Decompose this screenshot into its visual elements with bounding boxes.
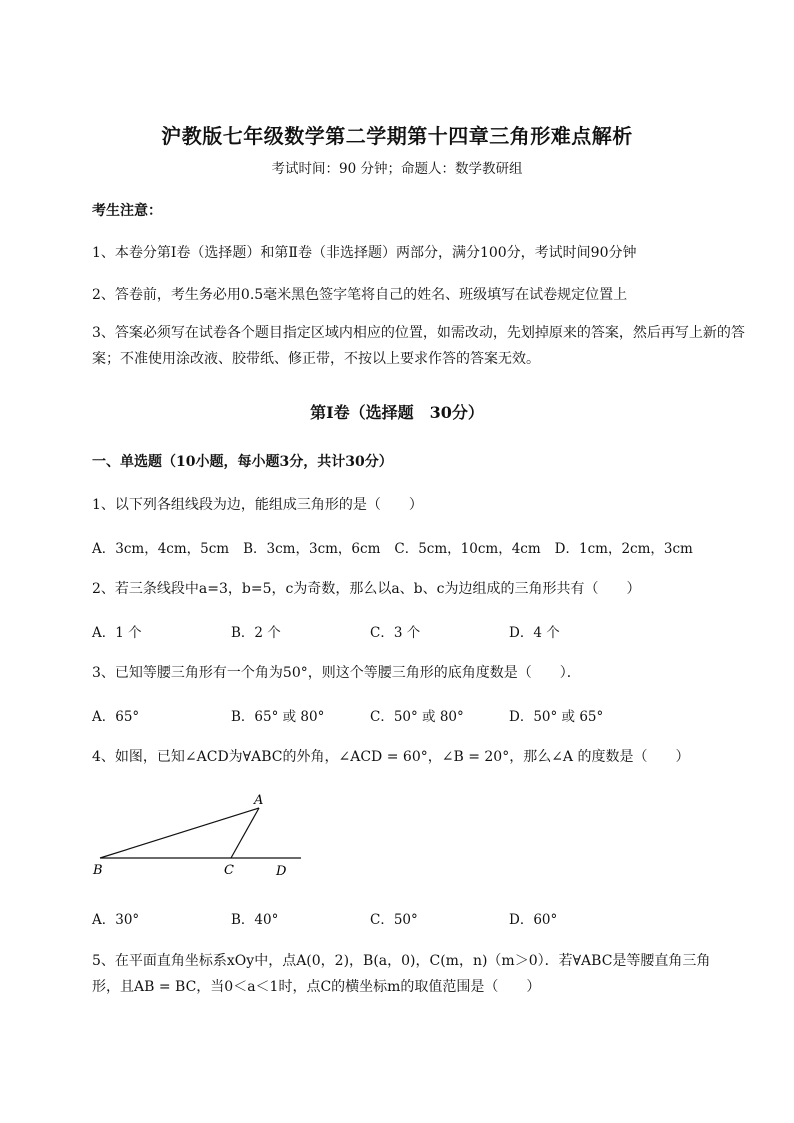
- question-3-stem: 3、已知等腰三角形有一个角为50°，则这个等腰三角形的底角度数是（ ）．: [92, 665, 581, 681]
- vertex-label-b: B: [93, 863, 103, 878]
- exam-info: 考试时间：90 分钟；命题人：数学教研组: [271, 161, 523, 177]
- q2-option-d[interactable]: D．4 个: [509, 625, 560, 641]
- vertex-label-a: A: [254, 793, 264, 808]
- question-4-stem: 4、如图，已知∠ACD为∀ABC的外角，∠ACD = 60°，∠B = 20°，那么∠A 的度数是（ ）: [92, 749, 690, 765]
- notice-heading: 考生注意：: [92, 203, 162, 219]
- notice-item-2: 2、答卷前，考生务必用0.5毫米黑色签字笔将自己的姓名、班级填写在试卷规定位置上: [92, 287, 628, 303]
- q1-option-d[interactable]: D．1cm，2cm，3cm: [554, 541, 693, 557]
- question-4-options: [92, 908, 648, 928]
- q4-option-d[interactable]: D．60°: [509, 912, 558, 928]
- notice-item-1: 1、本卷分第Ⅰ卷（选择题）和第Ⅱ卷（非选择题）两部分，满分100分，考试时间90分钟: [92, 245, 637, 261]
- section-title: 第Ⅰ卷（选择题 30分）: [310, 403, 484, 422]
- q2-option-c[interactable]: C．3 个: [370, 625, 421, 641]
- question-3-options: [92, 705, 648, 725]
- question-2-options: [92, 621, 648, 641]
- q2-option-b[interactable]: B．2 个: [231, 625, 281, 641]
- point-label-d: D: [276, 864, 287, 879]
- q3-option-b[interactable]: B．65° 或 80°: [231, 709, 325, 725]
- page-title: 沪教版七年级数学第二学期第十四章三角形难点解析: [161, 124, 633, 148]
- q2-option-a[interactable]: A．1 个: [92, 625, 142, 641]
- part-heading: 一、单选题（10小题，每小题3分，共计30分）: [92, 454, 393, 470]
- q3-option-d[interactable]: D．50° 或 65°: [509, 709, 604, 725]
- q3-option-c[interactable]: C．50° 或 80°: [370, 709, 464, 725]
- q4-option-b[interactable]: B．40°: [231, 912, 279, 928]
- q1-option-a[interactable]: A．3cm，4cm，5cm: [92, 541, 230, 557]
- q1-option-c[interactable]: C．5cm，10cm，4cm: [394, 541, 541, 557]
- question-1-options: [92, 537, 693, 557]
- q1-option-b[interactable]: B．3cm，3cm，6cm: [243, 541, 381, 557]
- question-1-stem: 1、以下列各组线段为边，能组成三角形的是（ ）: [92, 497, 423, 513]
- q4-option-a[interactable]: A．30°: [92, 912, 140, 928]
- triangle-figure: [88, 790, 308, 882]
- q3-option-a[interactable]: A．65°: [92, 709, 140, 725]
- q4-option-c[interactable]: C．50°: [370, 912, 418, 928]
- vertex-label-c: C: [224, 863, 234, 878]
- question-2-stem: 2、若三条线段中a=3，b=5，c为奇数，那么以a、b、c为边组成的三角形共有（ ）: [92, 581, 641, 597]
- question-5-stem-line2: 形，且AB = BC，当0＜a＜1时，点C的横坐标m的取值范围是（ ）: [92, 979, 541, 995]
- question-5-stem-line1: 5、在平面直角坐标系xOy中，点A(0，2)，B(a，0)，C(m，n)（m＞0）．若∀ABC是等腰直角三角: [92, 953, 711, 969]
- notice-item-3: 3、答案必须写在试卷各个题目指定区域内相应的位置，如需改动，先划掉原来的答案，然后再写上新的答案；不准使用涂改液、胶带纸、修正带，不按以上要求作答的答案无效。: [92, 325, 745, 367]
